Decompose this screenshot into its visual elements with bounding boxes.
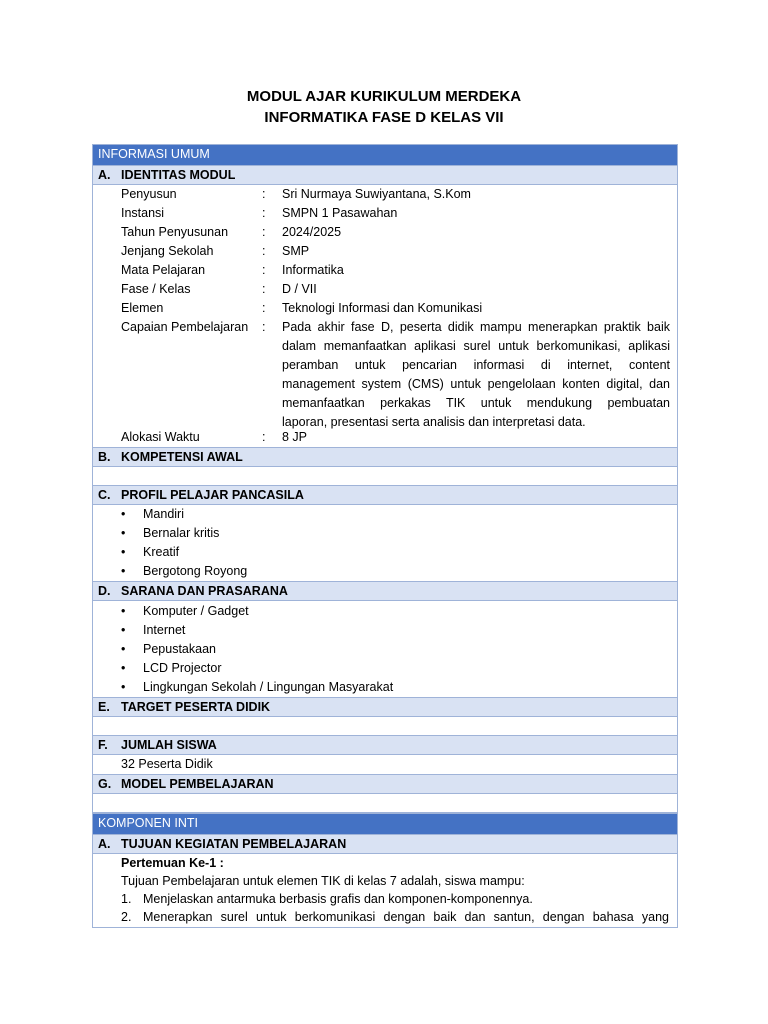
bullet-icon: • (121, 545, 126, 559)
field-label-jenjang: Jenjang Sekolah (121, 244, 214, 258)
field-label-alokasi: Alokasi Waktu (121, 430, 200, 444)
section-letter: D. (98, 584, 111, 598)
field-colon: : (262, 206, 266, 220)
list-item (121, 908, 671, 927)
identitas-modul-body (93, 185, 677, 448)
field-value-alokasi: 8 JP (282, 430, 308, 444)
komponen-inti-header: KOMPONEN INTI (93, 814, 677, 835)
profil-pelajar-list: • Mandiri • Bernalar kritis • Kreatif • Bergotong Royong (93, 505, 677, 582)
field-colon: : (262, 244, 266, 258)
section-label: KOMPETENSI AWAL (121, 450, 243, 464)
section-label: SARANA DAN PRASARANA (121, 584, 288, 598)
field-value-mapel: Informatika (282, 263, 344, 277)
section-letter: E. (98, 700, 110, 714)
field-label-elemen: Elemen (121, 301, 164, 315)
capaian-line: management system (CMS) untuk pengelolaan konten digital, dan (282, 377, 670, 391)
section-label: TUJUAN KEGIATAN PEMBELAJARAN (121, 837, 347, 851)
sarana-prasarana-list: • Komputer / Gadget • Internet • Pepustakaan • LCD Projector • Lingkungan Sekolah / Lingungan Masyarakat (93, 601, 677, 698)
document-title: MODUL AJAR KURIKULUM MERDEKA (246, 88, 522, 105)
pertemuan-heading: Pertemuan Ke-1 : (121, 856, 224, 870)
target-peserta-body (93, 717, 677, 736)
tujuan-intro: Tujuan Pembelajaran untuk elemen TIK di kelas 7 adalah, siswa mampu: (121, 874, 525, 888)
section-letter: F. (98, 738, 108, 752)
bullet-icon: • (121, 526, 126, 540)
komponen-inti-table (92, 813, 678, 928)
bullet-icon: • (121, 642, 126, 656)
bullet-icon: • (121, 661, 126, 675)
field-value-penyusun: Sri Nurmaya Suwiyantana, S.Kom (282, 187, 471, 201)
field-value-fase: D / VII (282, 282, 317, 296)
list-item (121, 890, 671, 909)
field-label-mapel: Mata Pelajaran (121, 263, 206, 277)
section-kompetensi-awal (93, 448, 677, 467)
item-text: Menerapkan surel untuk berkomunikasi dengan baik dan santun, dengan bahasa yang (143, 910, 669, 924)
item-text: Menjelaskan antarmuka berbasis grafis dan komponen-komponennya. (143, 892, 533, 906)
kompetensi-awal-body (93, 467, 677, 486)
section-letter: G. (98, 777, 112, 791)
field-colon: : (262, 430, 266, 444)
bullet-icon: • (121, 623, 126, 637)
field-value-instansi: SMPN 1 Pasawahan (282, 206, 398, 220)
tujuan-kegiatan-body (93, 854, 677, 928)
field-colon: : (262, 301, 266, 315)
capaian-line: Pada akhir fase D, peserta didik mampu menerapkan praktik baik (282, 320, 670, 334)
field-label-penyusun: Penyusun (121, 187, 177, 201)
model-pembelajaran-body (93, 794, 677, 813)
bullet-icon: • (121, 564, 126, 578)
capaian-line: peramban untuk pencarian informasi di internet, content (282, 358, 670, 372)
capaian-line: memanfaatkan perkakas TIK untuk mendukung pembuatan (282, 396, 670, 410)
section-label: IDENTITAS MODUL (121, 168, 236, 182)
field-label-tahun: Tahun Penyusunan (121, 225, 229, 239)
section-jumlah-siswa (93, 736, 677, 755)
section-target-peserta (93, 698, 677, 717)
capaian-line: dalam memanfaatkan aplikasi surel untuk berkomunikasi, aplikasi (282, 339, 670, 353)
section-letter: A. (98, 168, 111, 182)
item-number: 1. (121, 892, 132, 906)
field-colon: : (262, 187, 266, 201)
jumlah-siswa-body (93, 755, 677, 775)
field-value-capaian (282, 318, 670, 432)
field-value-tahun: 2024/2025 (282, 225, 342, 239)
section-label: PROFIL PELAJAR PANCASILA (121, 488, 304, 502)
section-tujuan-kegiatan (93, 835, 677, 854)
field-colon: : (262, 282, 266, 296)
field-label-capaian: Capaian Pembelajaran (121, 320, 249, 334)
section-sarana-prasarana (93, 582, 677, 601)
section-profil-pelajar (93, 486, 677, 505)
field-label-instansi: Instansi (121, 206, 165, 220)
item-number: 2. (121, 910, 132, 924)
capaian-line: laporan, presentasi serta analisis dan interpretasi data. (282, 415, 586, 429)
field-colon: : (262, 225, 266, 239)
field-colon: : (262, 320, 266, 334)
section-identitas-modul (93, 166, 677, 185)
field-label-fase: Fase / Kelas (121, 282, 191, 296)
field-value-elemen: Teknologi Informasi dan Komunikasi (282, 301, 483, 315)
section-letter: C. (98, 488, 111, 502)
field-value-jenjang: SMP (282, 244, 310, 258)
section-label: MODEL PEMBELAJARAN (121, 777, 274, 791)
section-model-pembelajaran (93, 775, 677, 794)
jumlah-siswa-value: 32 Peserta Didik (121, 757, 213, 771)
section-letter: A. (98, 837, 111, 851)
section-letter: B. (98, 450, 111, 464)
informasi-umum-header: INFORMASI UMUM (93, 145, 677, 166)
section-label: JUMLAH SISWA (121, 738, 217, 752)
bullet-icon: • (121, 680, 126, 694)
bullet-icon: • (121, 604, 126, 618)
informasi-umum-table (92, 144, 678, 813)
section-label: TARGET PESERTA DIDIK (121, 700, 271, 714)
bullet-icon: • (121, 507, 126, 521)
field-colon: : (262, 263, 266, 277)
document-subtitle: INFORMATIKA FASE D KELAS VII (264, 109, 504, 126)
